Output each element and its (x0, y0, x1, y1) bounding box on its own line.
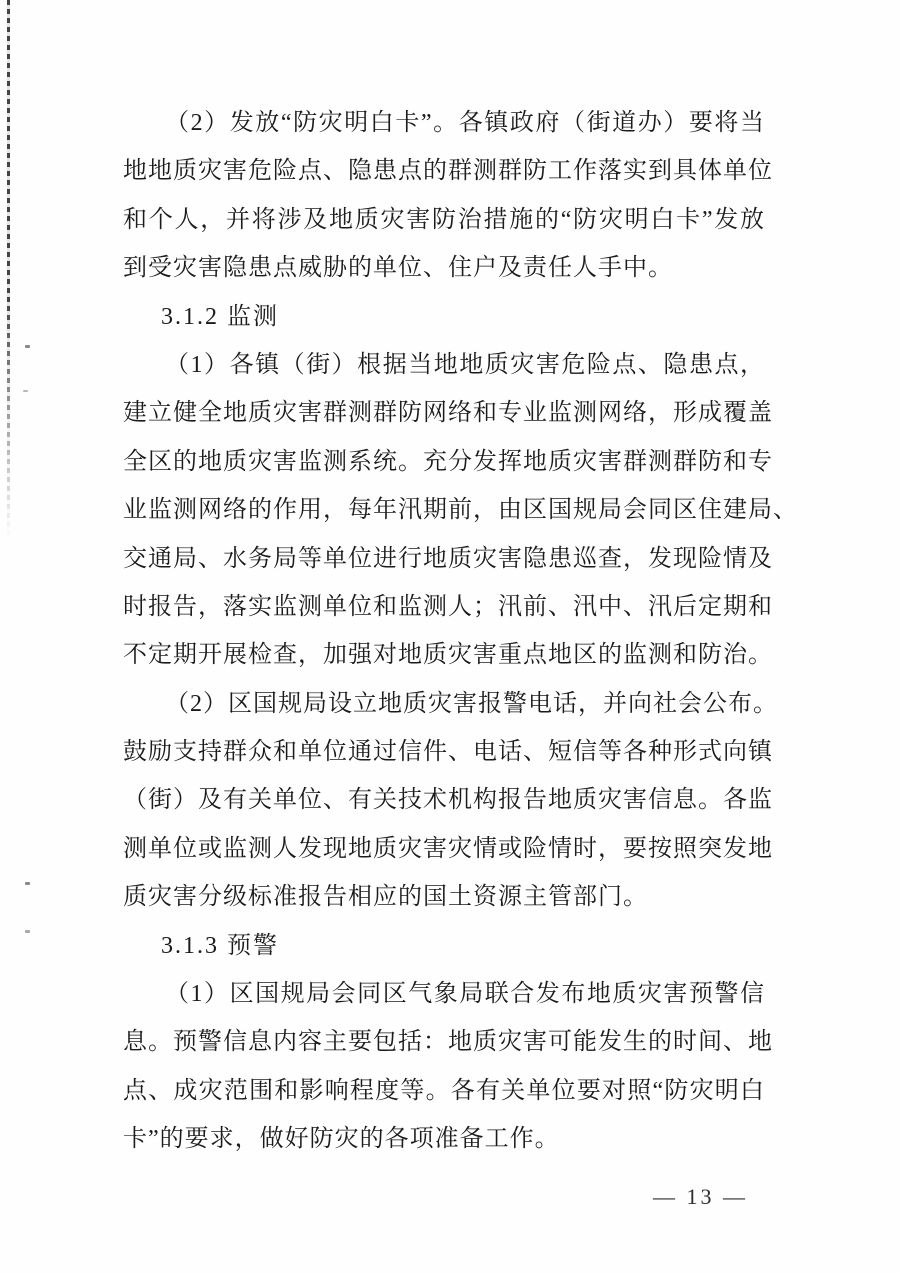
document-body (123, 99, 798, 1164)
text-line: 建立健全地质灾害群测群防网络和专业监测网络，形成覆盖 (123, 400, 773, 427)
text-line: 息。预警信息内容主要包括：地质灾害可能发生的时间、地 (123, 1029, 773, 1056)
text-line: （2）发放“防灾明白卡”。各镇政府（街道办）要将当 (165, 110, 765, 136)
text-line: （1）区国规局会同区气象局联合发布地质灾害预警信 (165, 981, 765, 1008)
text-line: （街）及有关单位、有关技术机构报告地质灾害信息。各监 (123, 787, 773, 814)
text-line: 点、成灾范围和影响程度等。各有关单位要对照“防灾明白 (123, 1077, 765, 1104)
text-line: 不定期开展检查，加强对地质灾害重点地区的监测和防治。 (123, 642, 773, 669)
text-line: 到受灾害隐患点威胁的单位、住户及责任人手中。 (123, 255, 673, 282)
section-heading: 3.1.3 预警 (161, 932, 279, 959)
text-line: （2）区国规局设立地质灾害报警电话，并向社会公布。 (165, 690, 778, 717)
scan-edge-artifact (7, 0, 10, 540)
section-heading: 3.1.2 监测 (161, 303, 279, 330)
text-line: （1）各镇（街）根据当地地质灾害危险点、隐患点， (165, 351, 765, 378)
text-line: 鼓励支持群众和单位通过信件、电话、短信等各种形式向镇 (123, 739, 773, 766)
scan-speck (23, 390, 28, 392)
text-line: 和个人，并将涉及地质灾害防治措施的“防灾明白卡”发放 (123, 206, 765, 233)
text-line: 卡”的要求，做好防灾的各项准备工作。 (123, 1126, 560, 1153)
text-line: 交通局、水务局等单位进行地质灾害隐患巡查，发现险情及 (123, 545, 773, 572)
text-line: 业监测网络的作用，每年汛期前，由区国规局会同区住建局、 (123, 497, 798, 524)
scan-speck (25, 930, 30, 933)
scan-speck (25, 345, 30, 348)
scan-speck (25, 882, 30, 885)
text-line: 质灾害分级标准报告相应的国土资源主管部门。 (123, 884, 648, 911)
text-line: 地地质灾害危险点、隐患点的群测群防工作落实到具体单位 (123, 158, 773, 185)
text-line: 全区的地质灾害监测系统。充分发挥地质灾害群测群防和专 (123, 448, 773, 475)
text-line: 时报告，落实监测单位和监测人；汛前、汛中、汛后定期和 (123, 593, 773, 620)
text-line: 测单位或监测人发现地质灾害灾情或险情时，要按照突发地 (123, 835, 773, 862)
page-number: — 13 — (653, 1184, 748, 1209)
